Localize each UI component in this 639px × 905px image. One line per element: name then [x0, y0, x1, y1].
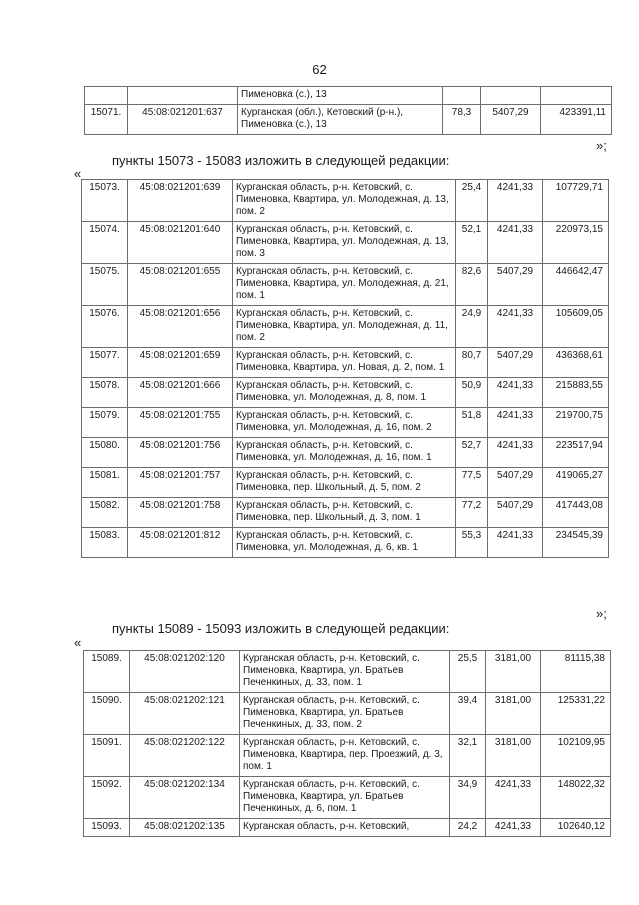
value-cell: 219700,75	[543, 408, 609, 438]
area-cell: 25,4	[456, 180, 488, 222]
rate-cell: 3181,00	[486, 735, 541, 777]
table-row	[84, 693, 611, 735]
value-cell: 234545,39	[543, 528, 609, 558]
cadastral-number-cell: 45:08:021201:755	[128, 408, 233, 438]
value-cell	[541, 87, 612, 105]
rate-cell: 5407,29	[488, 348, 543, 378]
area-cell: 77,5	[456, 468, 488, 498]
cadastral-number-cell: 45:08:021202:134	[130, 777, 240, 819]
rate-cell: 4241,33	[488, 378, 543, 408]
item-number-cell: 15092.	[84, 777, 130, 819]
table-row	[84, 651, 611, 693]
value-cell: 419065,27	[543, 468, 609, 498]
rate-cell: 4241,33	[486, 819, 541, 837]
cadastral-number-cell	[128, 87, 238, 105]
address-cell: Курганская область, р-н. Кетовский, с. Пименовка, пер. Школьный, д. 3, пом. 1	[233, 498, 456, 528]
address-cell: Курганская область, р-н. Кетовский,	[240, 819, 450, 837]
instruction-text-2: пункты 15089 - 15093 изложить в следующей редакции:	[112, 621, 450, 636]
address-cell: Курганская область, р-н. Кетовский, с. Пименовка, ул. Молодежная, д. 8, пом. 1	[233, 378, 456, 408]
rate-cell: 5407,29	[488, 468, 543, 498]
item-number-cell: 15075.	[82, 264, 128, 306]
address-cell: Курганская область, р-н. Кетовский, с. Пименовка, Квартира, ул. Молодежная, д. 13, пом. 2	[233, 180, 456, 222]
item-number-cell: 15073.	[82, 180, 128, 222]
rate-cell: 4241,33	[488, 528, 543, 558]
item-number-cell: 15093.	[84, 819, 130, 837]
address-cell: Курганская (обл.), Кетовский (р-н.), Пименовка (с.), 13	[238, 105, 443, 135]
item-number-cell: 15077.	[82, 348, 128, 378]
area-cell: 78,3	[443, 105, 481, 135]
address-cell: Курганская область, р-н. Кетовский, с. Пименовка, Квартира, ул. Новая, д. 2, пом. 1	[233, 348, 456, 378]
item-number-cell: 15074.	[82, 222, 128, 264]
item-number-cell: 15090.	[84, 693, 130, 735]
address-cell: Пименовка (с.), 13	[238, 87, 443, 105]
table-row	[82, 528, 609, 558]
value-cell: 417443,08	[543, 498, 609, 528]
value-cell: 148022,32	[541, 777, 611, 819]
address-cell: Курганская область, р-н. Кетовский, с. Пименовка, Квартира, пер. Проезжий, д. 3, пом. 1	[240, 735, 450, 777]
value-cell: 102640,12	[541, 819, 611, 837]
address-cell: Курганская область, р-н. Кетовский, с. Пименовка, Квартира, ул. Молодежная, д. 21, пом. 1	[233, 264, 456, 306]
page-number: 62	[312, 62, 327, 77]
area-cell	[443, 87, 481, 105]
area-cell: 39,4	[450, 693, 486, 735]
cadastral-number-cell: 45:08:021201:812	[128, 528, 233, 558]
rate-cell: 5407,29	[481, 105, 541, 135]
table-row	[85, 87, 612, 105]
area-cell: 80,7	[456, 348, 488, 378]
area-cell: 25,5	[450, 651, 486, 693]
rate-cell: 4241,33	[488, 438, 543, 468]
table-row	[85, 105, 612, 135]
item-number-cell: 15076.	[82, 306, 128, 348]
cadastral-number-cell: 45:08:021201:637	[128, 105, 238, 135]
rate-cell: 3181,00	[486, 651, 541, 693]
item-number-cell: 15082.	[82, 498, 128, 528]
address-cell: Курганская область, р-н. Кетовский, с. Пименовка, Квартира, ул. Братьев Печенкиных, д. 33, пом. 1	[240, 651, 450, 693]
cadastral-number-cell: 45:08:021201:758	[128, 498, 233, 528]
cadastral-number-cell: 45:08:021201:656	[128, 306, 233, 348]
cadastral-number-cell: 45:08:021201:756	[128, 438, 233, 468]
value-cell: 102109,95	[541, 735, 611, 777]
item-number-cell	[85, 87, 128, 105]
address-cell: Курганская область, р-н. Кетовский, с. Пименовка, Квартира, ул. Братьев Печенкиных, д. 6, пом. 1	[240, 777, 450, 819]
table-block-3	[83, 650, 611, 837]
address-cell: Курганская область, р-н. Кетовский, с. Пименовка, ул. Молодежная, д. 16, пом. 1	[233, 438, 456, 468]
table-row	[84, 777, 611, 819]
table-row	[82, 438, 609, 468]
value-cell: 215883,55	[543, 378, 609, 408]
opening-quote-2: «	[74, 635, 82, 650]
table-row	[82, 180, 609, 222]
cadastral-number-cell: 45:08:021202:135	[130, 819, 240, 837]
cadastral-number-cell: 45:08:021201:640	[128, 222, 233, 264]
closing-quote-2: »;	[596, 606, 607, 621]
cadastral-number-cell: 45:08:021202:122	[130, 735, 240, 777]
rate-cell: 5407,29	[488, 498, 543, 528]
opening-quote-1: «	[74, 166, 82, 181]
table-row	[84, 735, 611, 777]
area-cell: 32,1	[450, 735, 486, 777]
area-cell: 52,7	[456, 438, 488, 468]
item-number-cell: 15089.	[84, 651, 130, 693]
item-number-cell: 15081.	[82, 468, 128, 498]
rate-cell	[481, 87, 541, 105]
value-cell: 105609,05	[543, 306, 609, 348]
address-cell: Курганская область, р-н. Кетовский, с. Пименовка, Квартира, ул. Молодежная, д. 13, пом. 3	[233, 222, 456, 264]
table-block-1	[84, 86, 612, 135]
rate-cell: 4241,33	[488, 306, 543, 348]
address-cell: Курганская область, р-н. Кетовский, с. Пименовка, Квартира, ул. Братьев Печенкиных, д. 33, пом. 2	[240, 693, 450, 735]
rate-cell: 4241,33	[486, 777, 541, 819]
rate-cell: 4241,33	[488, 180, 543, 222]
table-row	[84, 819, 611, 837]
value-cell: 446642,47	[543, 264, 609, 306]
table-row	[82, 378, 609, 408]
table-row	[82, 222, 609, 264]
cadastral-number-cell: 45:08:021201:659	[128, 348, 233, 378]
address-cell: Курганская область, р-н. Кетовский, с. Пименовка, ул. Молодежная, д. 6, кв. 1	[233, 528, 456, 558]
cadastral-number-cell: 45:08:021201:639	[128, 180, 233, 222]
area-cell: 51,8	[456, 408, 488, 438]
value-cell: 436368,61	[543, 348, 609, 378]
closing-quote-1: »;	[596, 138, 607, 153]
table-row	[82, 468, 609, 498]
item-number-cell: 15080.	[82, 438, 128, 468]
value-cell: 125331,22	[541, 693, 611, 735]
area-cell: 77,2	[456, 498, 488, 528]
value-cell: 423391,11	[541, 105, 612, 135]
table-row	[82, 498, 609, 528]
cadastral-number-cell: 45:08:021201:655	[128, 264, 233, 306]
area-cell: 34,9	[450, 777, 486, 819]
table-row	[82, 408, 609, 438]
value-cell: 107729,71	[543, 180, 609, 222]
address-cell: Курганская область, р-н. Кетовский, с. Пименовка, Квартира, ул. Молодежная, д. 11, пом. 2	[233, 306, 456, 348]
value-cell: 220973,15	[543, 222, 609, 264]
area-cell: 50,9	[456, 378, 488, 408]
cadastral-number-cell: 45:08:021202:120	[130, 651, 240, 693]
area-cell: 82,6	[456, 264, 488, 306]
area-cell: 55,3	[456, 528, 488, 558]
value-cell: 81115,38	[541, 651, 611, 693]
item-number-cell: 15071.	[85, 105, 128, 135]
cadastral-number-cell: 45:08:021201:757	[128, 468, 233, 498]
area-cell: 24,9	[456, 306, 488, 348]
cadastral-number-cell: 45:08:021202:121	[130, 693, 240, 735]
table-row	[82, 264, 609, 306]
rate-cell: 4241,33	[488, 222, 543, 264]
rate-cell: 5407,29	[488, 264, 543, 306]
value-cell: 223517,94	[543, 438, 609, 468]
area-cell: 24,2	[450, 819, 486, 837]
rate-cell: 4241,33	[488, 408, 543, 438]
table-block-2	[81, 179, 609, 558]
rate-cell: 3181,00	[486, 693, 541, 735]
item-number-cell: 15083.	[82, 528, 128, 558]
address-cell: Курганская область, р-н. Кетовский, с. Пименовка, пер. Школьный, д. 5, пом. 2	[233, 468, 456, 498]
item-number-cell: 15078.	[82, 378, 128, 408]
table-row	[82, 348, 609, 378]
instruction-text-1: пункты 15073 - 15083 изложить в следующей редакции:	[112, 153, 450, 168]
table-row	[82, 306, 609, 348]
item-number-cell: 15079.	[82, 408, 128, 438]
cadastral-number-cell: 45:08:021201:666	[128, 378, 233, 408]
address-cell: Курганская область, р-н. Кетовский, с. Пименовка, ул. Молодежная, д. 16, пом. 2	[233, 408, 456, 438]
area-cell: 52,1	[456, 222, 488, 264]
item-number-cell: 15091.	[84, 735, 130, 777]
